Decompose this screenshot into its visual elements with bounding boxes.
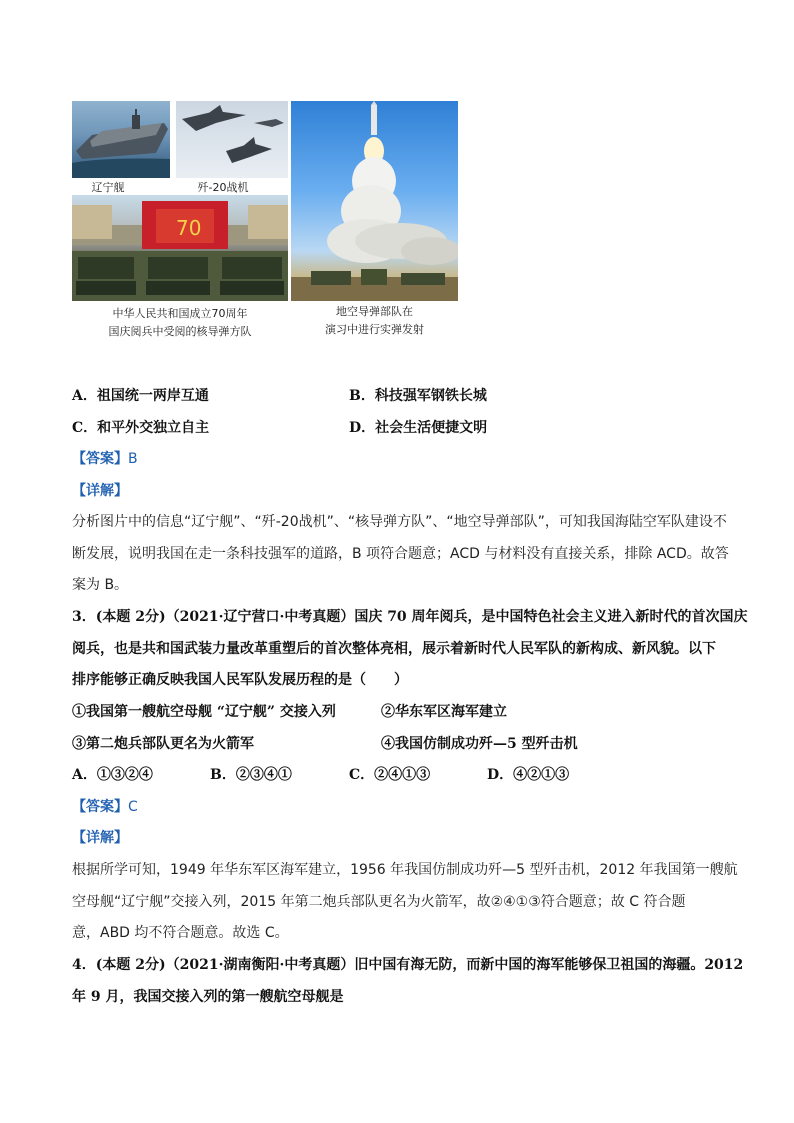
parade-caption-line2: 国庆阅兵中受阅的核导弹方队	[108, 325, 252, 338]
q4-stem-line-2: 年 9 月，我国交接入列的第一艘航空母舰是	[72, 989, 344, 1005]
q2-detail-line-1: 分析图片中的信息“辽宁舰”、“歼-20战机”、“核导弹方队”、“地空导弹部队”，可知我国海陆空军队建设不	[72, 514, 727, 530]
q2-detail-line-2: 断发展，说明我国在走一条科技强军的道路，B 项符合题意；ACD 与材料没有直接关系，排除 ACD。故答	[72, 546, 729, 562]
rocket-caption	[291, 303, 458, 339]
parade-photo	[72, 195, 288, 301]
rocket-caption-line2: 演习中进行实弹发射	[325, 323, 424, 336]
q3-item-3: ③第二炮兵部队更名为火箭军	[72, 736, 254, 752]
q3-option-b: B．②③④①	[210, 767, 292, 783]
q3-item-4: ④我国仿制成功歼—5 型歼击机	[381, 736, 578, 752]
q3-answer-label: 【答案】	[72, 799, 128, 815]
q2-detail-label: 【详解】	[72, 483, 128, 499]
q2-answer	[72, 449, 138, 469]
figure-collage	[72, 101, 458, 346]
q2-option-c: C．和平外交独立自主	[72, 420, 210, 436]
q3-stem-line-1: 3．(本题 2分)（2021·辽宁营口·中考真题）国庆 70 周年阅兵，是中国特色社会主义进入新时代的首次国庆	[72, 609, 748, 625]
q2-detail-line-3: 案为 B。	[72, 577, 129, 593]
q3-option-d: D．④②①③	[487, 767, 570, 783]
q2-option-a: A．祖国统一两岸互通	[72, 388, 209, 404]
q3-detail-line-1: 根据所学可知，1949 年华东军区海军建立，1956 年我国仿制成功歼—5 型歼击机，2012 年我国第一艘航	[72, 862, 738, 878]
parade-caption-line1: 中华人民共和国成立70周年	[112, 307, 248, 320]
q3-option-a: A．①③②④	[72, 767, 153, 783]
q3-answer	[72, 797, 138, 817]
anniversary-badge: 70	[176, 216, 202, 240]
q2-option-b: B．科技强军钢铁长城	[349, 388, 487, 404]
q2-answer-label: 【答案】	[72, 451, 128, 467]
jet-caption: 歼-20战机	[197, 181, 249, 194]
q2-answer-value: B	[128, 451, 138, 467]
missile-launch-photo	[291, 101, 458, 301]
q3-detail-line-3: 意，ABD 均不符合题意。故选 C。	[72, 925, 289, 941]
q3-detail-line-2: 空母舰“辽宁舰”交接入列，2015 年第二炮兵部队更名为火箭军，故②④①③符合题意；故 C 符合题	[72, 894, 686, 910]
parade-caption	[72, 305, 288, 341]
q2-option-d: D．社会生活便捷文明	[349, 420, 488, 436]
q4-stem-line-1: 4．(本题 2分)（2021·湖南衡阳·中考真题）旧中国有海无防，而新中国的海军能够保卫祖国的海疆。2012	[72, 957, 744, 973]
q3-item-2: ②华东军区海军建立	[381, 704, 507, 720]
q3-item-1: ①我国第一艘航空母舰 “辽宁舰” 交接入列	[72, 704, 336, 720]
rocket-caption-line1: 地空导弹部队在	[336, 305, 413, 318]
q3-answer-value: C	[128, 799, 138, 815]
q3-option-c: C．②④①③	[349, 767, 431, 783]
ship-caption: 辽宁舰	[91, 181, 125, 194]
q3-detail-label: 【详解】	[72, 830, 128, 846]
fighter-jet-photo	[176, 101, 288, 178]
q3-stem-line-3: 排序能够正确反映我国人民军队发展历程的是（ ）	[72, 672, 408, 688]
q3-stem-line-2: 阅兵，也是共和国武装力量改革重塑后的首次整体亮相，展示着新时代人民军队的新构成、新风貌。以下	[72, 641, 716, 657]
aircraft-carrier-photo	[72, 101, 170, 178]
